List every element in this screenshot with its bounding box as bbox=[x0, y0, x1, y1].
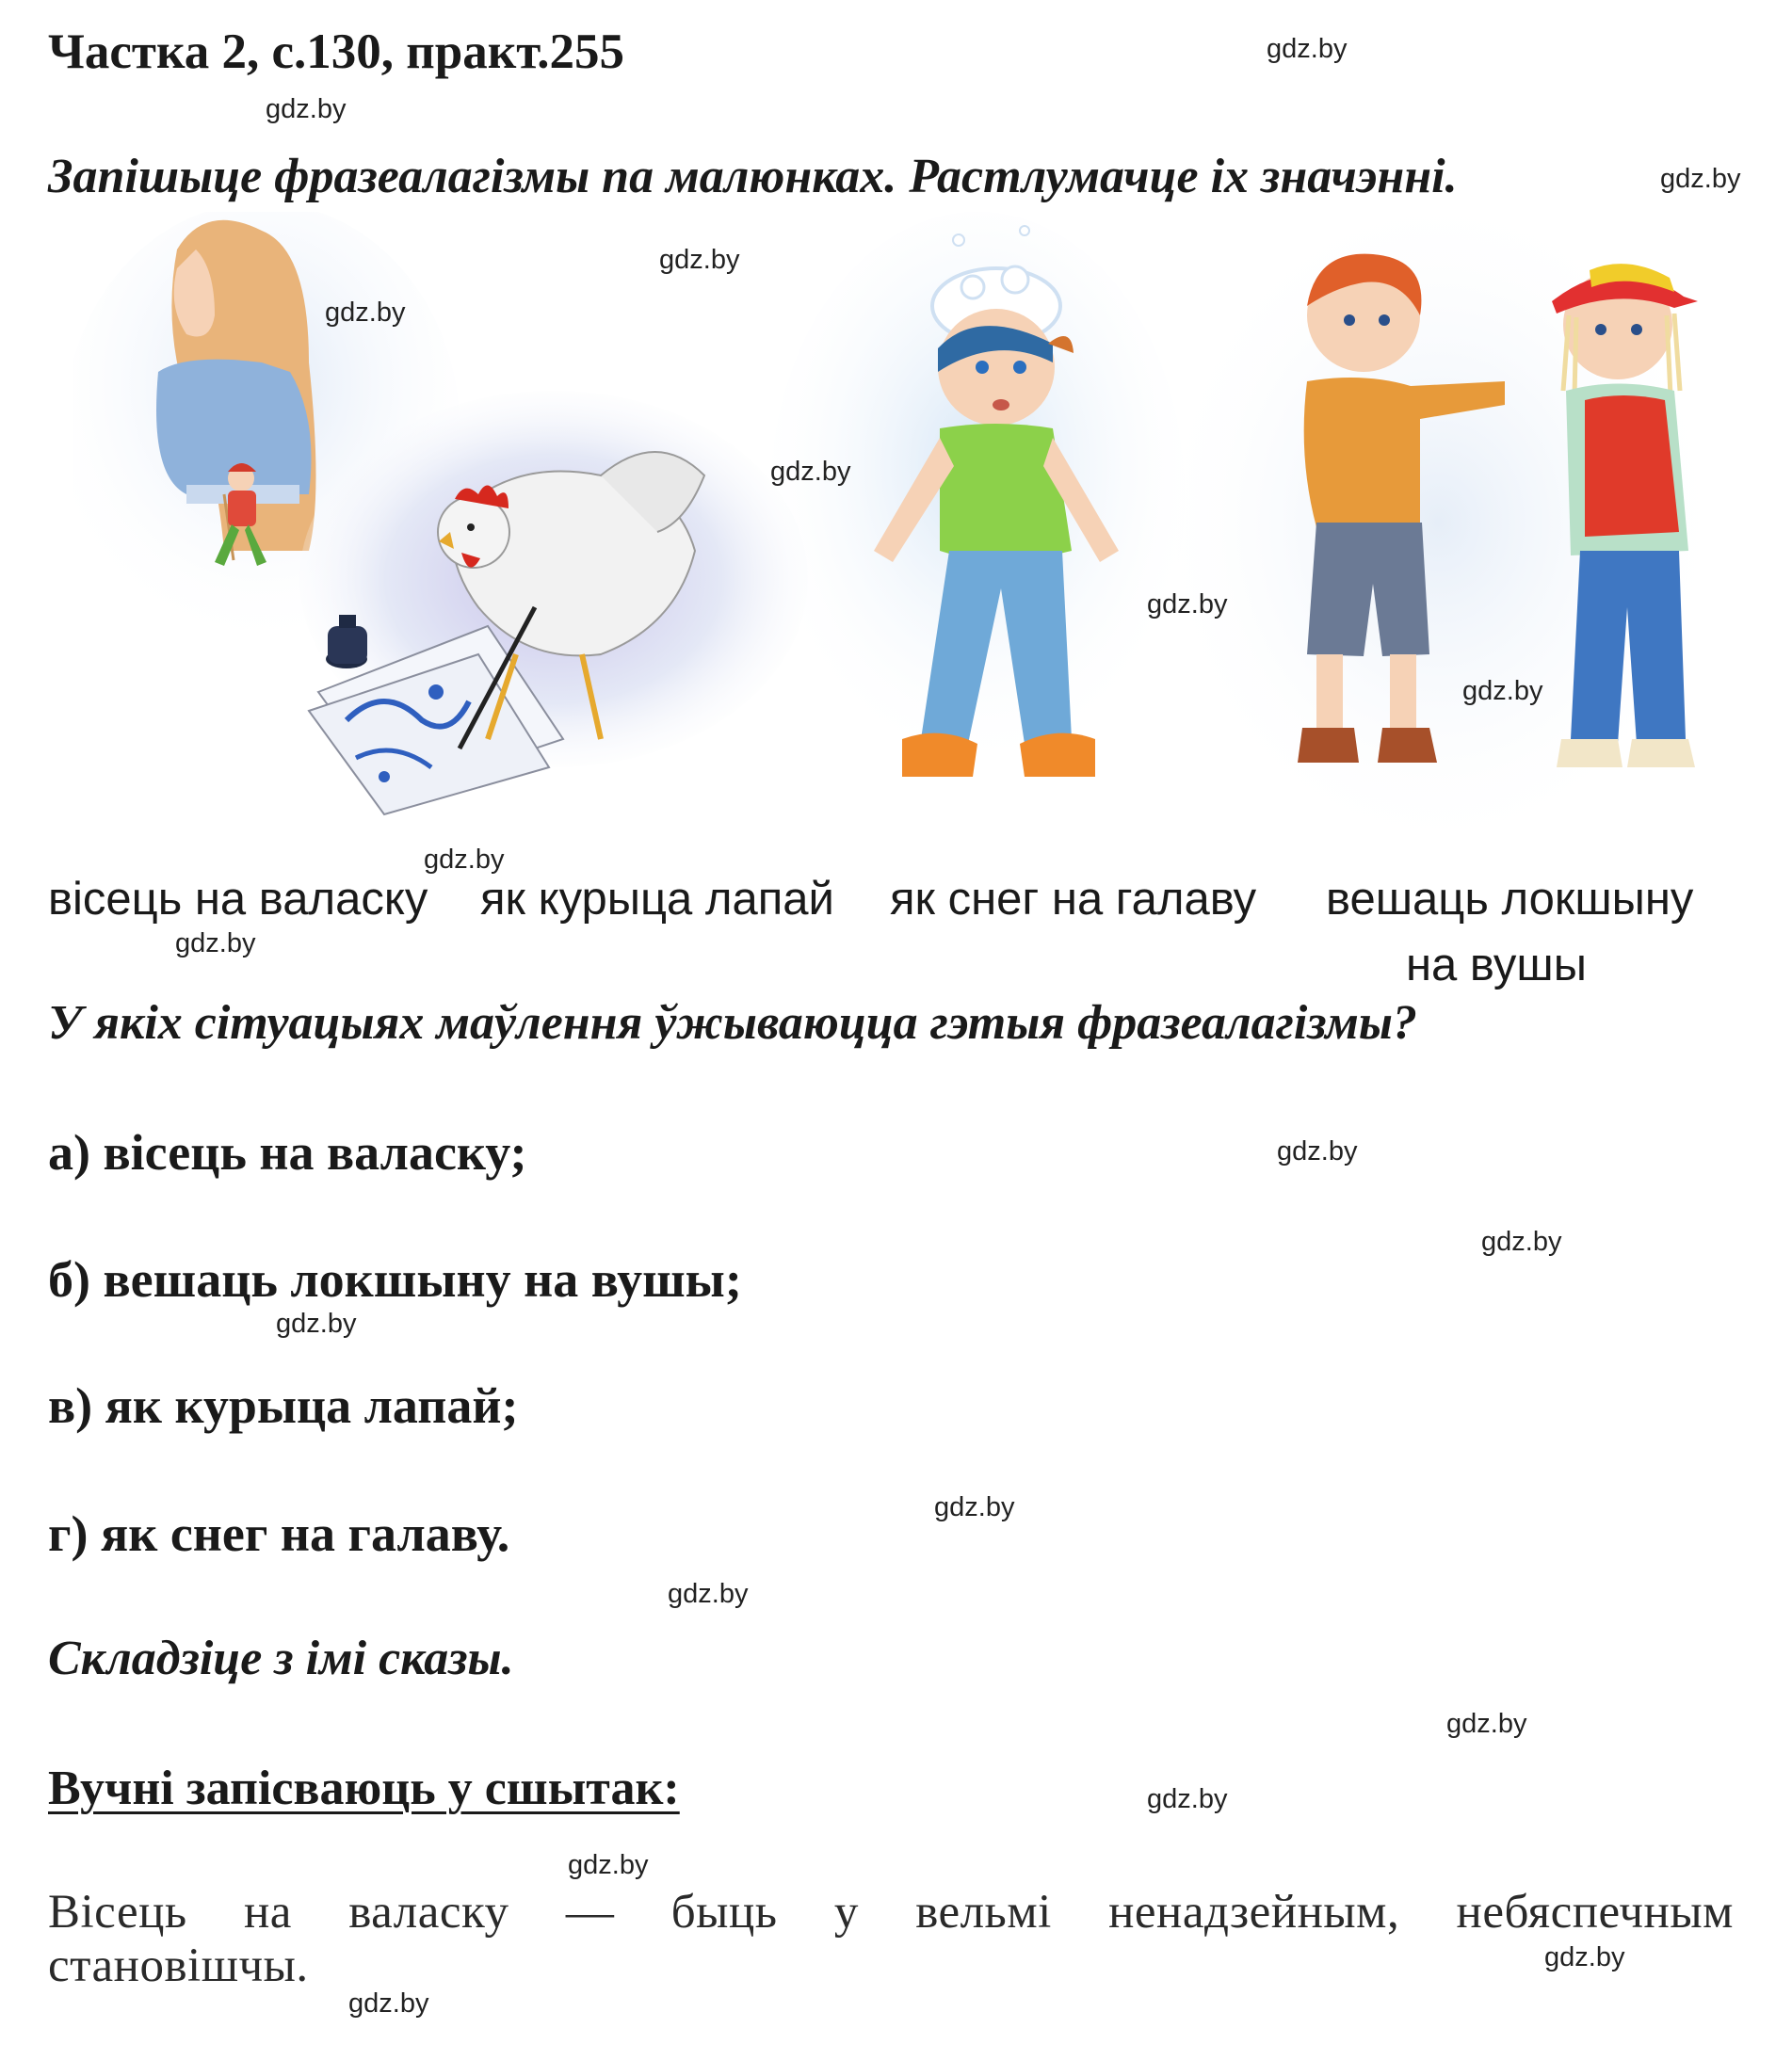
word: Вісець bbox=[48, 1886, 187, 1939]
answer-c: в) як курыца лапай; bbox=[48, 1377, 519, 1434]
answer-d: г) як снег на галаву. bbox=[48, 1505, 510, 1562]
word: небяспечным bbox=[1456, 1886, 1734, 1939]
caption-4-line2: на вушы bbox=[1406, 940, 1587, 990]
word: у bbox=[833, 1886, 859, 1939]
watermark: gdz.by bbox=[1147, 1784, 1228, 1814]
watermark: gdz.by bbox=[934, 1492, 1015, 1522]
page-title: Частка 2, с.130, практ.255 bbox=[48, 24, 625, 79]
notebook-entry bbox=[48, 1886, 1734, 1993]
caption-2: як курыца лапай bbox=[480, 874, 834, 925]
watermark: gdz.by bbox=[325, 298, 406, 328]
task-sentences: Складзіце з імі сказы. bbox=[48, 1632, 514, 1685]
watermark: gdz.by bbox=[1147, 589, 1228, 620]
watermark: gdz.by bbox=[1544, 1942, 1625, 1972]
word: валаску bbox=[348, 1886, 509, 1939]
watermark: gdz.by bbox=[348, 1988, 429, 2019]
notebook-entry-line1 bbox=[48, 1886, 1734, 1939]
watermark: gdz.by bbox=[770, 457, 851, 487]
watermark: gdz.by bbox=[424, 845, 505, 875]
word: — bbox=[565, 1886, 615, 1939]
snow-boy-illustration bbox=[770, 212, 1185, 777]
watermark: gdz.by bbox=[276, 1309, 357, 1339]
watermark: gdz.by bbox=[266, 94, 347, 124]
noodles-boys-illustration bbox=[1175, 212, 1698, 833]
word: ненадзейным, bbox=[1108, 1886, 1400, 1939]
word: быць bbox=[670, 1886, 778, 1939]
word: на bbox=[243, 1886, 292, 1939]
notebook-entry-line2: становішчы. bbox=[48, 1939, 309, 1993]
answer-a: а) вісець на валаску; bbox=[48, 1124, 527, 1181]
caption-3: як снег на галаву bbox=[890, 874, 1257, 925]
word: вельмі bbox=[915, 1886, 1052, 1939]
chicken-illustration bbox=[299, 391, 808, 814]
watermark: gdz.by bbox=[1446, 1709, 1527, 1739]
watermark: gdz.by bbox=[1267, 34, 1348, 64]
watermark: gdz.by bbox=[175, 928, 256, 958]
watermark: gdz.by bbox=[1660, 164, 1741, 194]
caption-1: вісець на валаску bbox=[48, 874, 428, 925]
illustrations bbox=[73, 212, 1698, 861]
answer-b: б) вешаць локшыну на вушы; bbox=[48, 1251, 742, 1308]
watermark: gdz.by bbox=[1277, 1136, 1358, 1167]
watermark: gdz.by bbox=[1481, 1227, 1562, 1257]
watermark: gdz.by bbox=[1462, 676, 1543, 706]
notebook-heading: Вучні запісваюць у сшытак: bbox=[48, 1762, 680, 1815]
task-instruction: Запішыце фразеалагізмы па малюнках. Растлумачце іх значэнні. bbox=[48, 150, 1458, 203]
question: У якіх сітуацыях маўлення ўжываюцца гэтыя фразеалагізмы? bbox=[48, 996, 1417, 1050]
watermark: gdz.by bbox=[659, 245, 740, 275]
watermark: gdz.by bbox=[668, 1579, 749, 1609]
watermark: gdz.by bbox=[568, 1850, 649, 1880]
caption-4-line1: вешаць локшыну bbox=[1326, 874, 1694, 925]
